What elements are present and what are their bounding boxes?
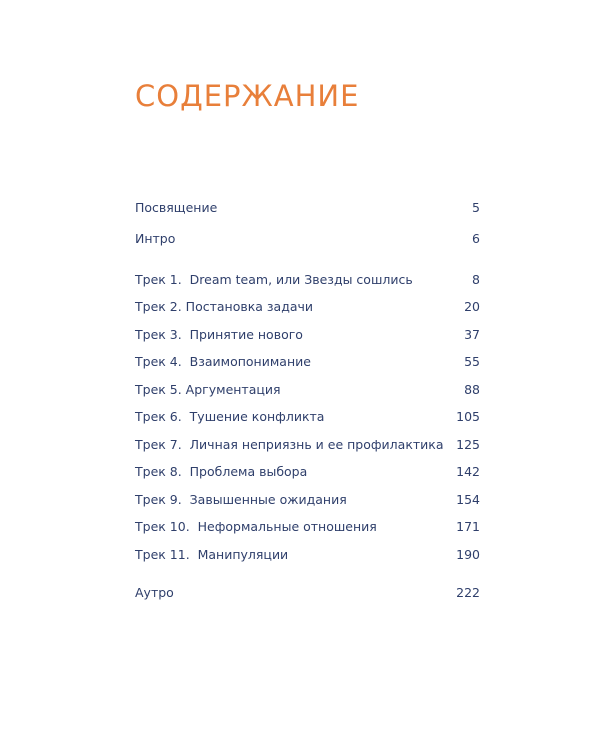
toc-entry[interactable] xyxy=(135,270,480,290)
toc-entry-label: Интро xyxy=(135,231,176,246)
toc-entry[interactable] xyxy=(135,297,480,317)
toc-entry[interactable] xyxy=(135,583,480,603)
toc-entry[interactable] xyxy=(135,435,480,455)
toc-entry-page: 125 xyxy=(456,437,480,452)
toc-entry[interactable] xyxy=(135,462,480,482)
toc-entry-page: 88 xyxy=(464,382,480,397)
toc-entry-label: Трек 2. Постановка задачи xyxy=(135,299,314,314)
toc-entry-label: Трек 4. Взаимопонимание xyxy=(135,354,311,369)
toc-entry-label: Трек 11. Манипуляции xyxy=(135,547,289,562)
toc-entry[interactable] xyxy=(135,229,480,249)
toc-entry[interactable] xyxy=(135,490,480,510)
toc-entry-page: 55 xyxy=(464,354,480,369)
toc-entry-page: 20 xyxy=(464,299,480,314)
toc-entry-page: 105 xyxy=(456,409,480,424)
toc-entry-page: 222 xyxy=(456,585,480,600)
toc-entry[interactable] xyxy=(135,352,480,372)
toc-entry-page: 190 xyxy=(456,547,480,562)
toc-entry-page: 154 xyxy=(456,492,480,507)
toc-entry-label: Трек 10. Неформальные отношения xyxy=(135,519,377,534)
page-title: СОДЕРЖАНИЕ xyxy=(135,79,360,113)
toc-entry[interactable] xyxy=(135,407,480,427)
toc-entry[interactable] xyxy=(135,325,480,345)
toc-entry-page: 142 xyxy=(456,464,480,479)
toc-entry[interactable] xyxy=(135,517,480,537)
toc-entry-label: Трек 3. Принятие нового xyxy=(135,327,303,342)
toc-entry-label: Трек 7. Личная неприязнь и ее профилактика xyxy=(135,437,444,452)
toc-entry-label: Трек 5. Аргументация xyxy=(135,382,281,397)
toc-entry-label: Аутро xyxy=(135,585,174,600)
toc-entry[interactable] xyxy=(135,380,480,400)
toc-entry-label: Трек 8. Проблема выбора xyxy=(135,464,308,479)
toc-entry-label: Трек 1. Dream team, или Звезды сошлись xyxy=(135,272,413,287)
toc-entry-page: 6 xyxy=(472,231,480,246)
toc-entry-page: 171 xyxy=(456,519,480,534)
toc-entry-label: Трек 6. Тушение конфликта xyxy=(135,409,325,424)
toc-entry-label: Посвящение xyxy=(135,200,218,215)
toc-entry-page: 37 xyxy=(464,327,480,342)
toc-entry-page: 8 xyxy=(472,272,480,287)
toc-entry-label: Трек 9. Завышенные ожидания xyxy=(135,492,347,507)
toc-entry[interactable] xyxy=(135,198,480,218)
toc-entry[interactable] xyxy=(135,545,480,565)
toc-entry-page: 5 xyxy=(472,200,480,215)
